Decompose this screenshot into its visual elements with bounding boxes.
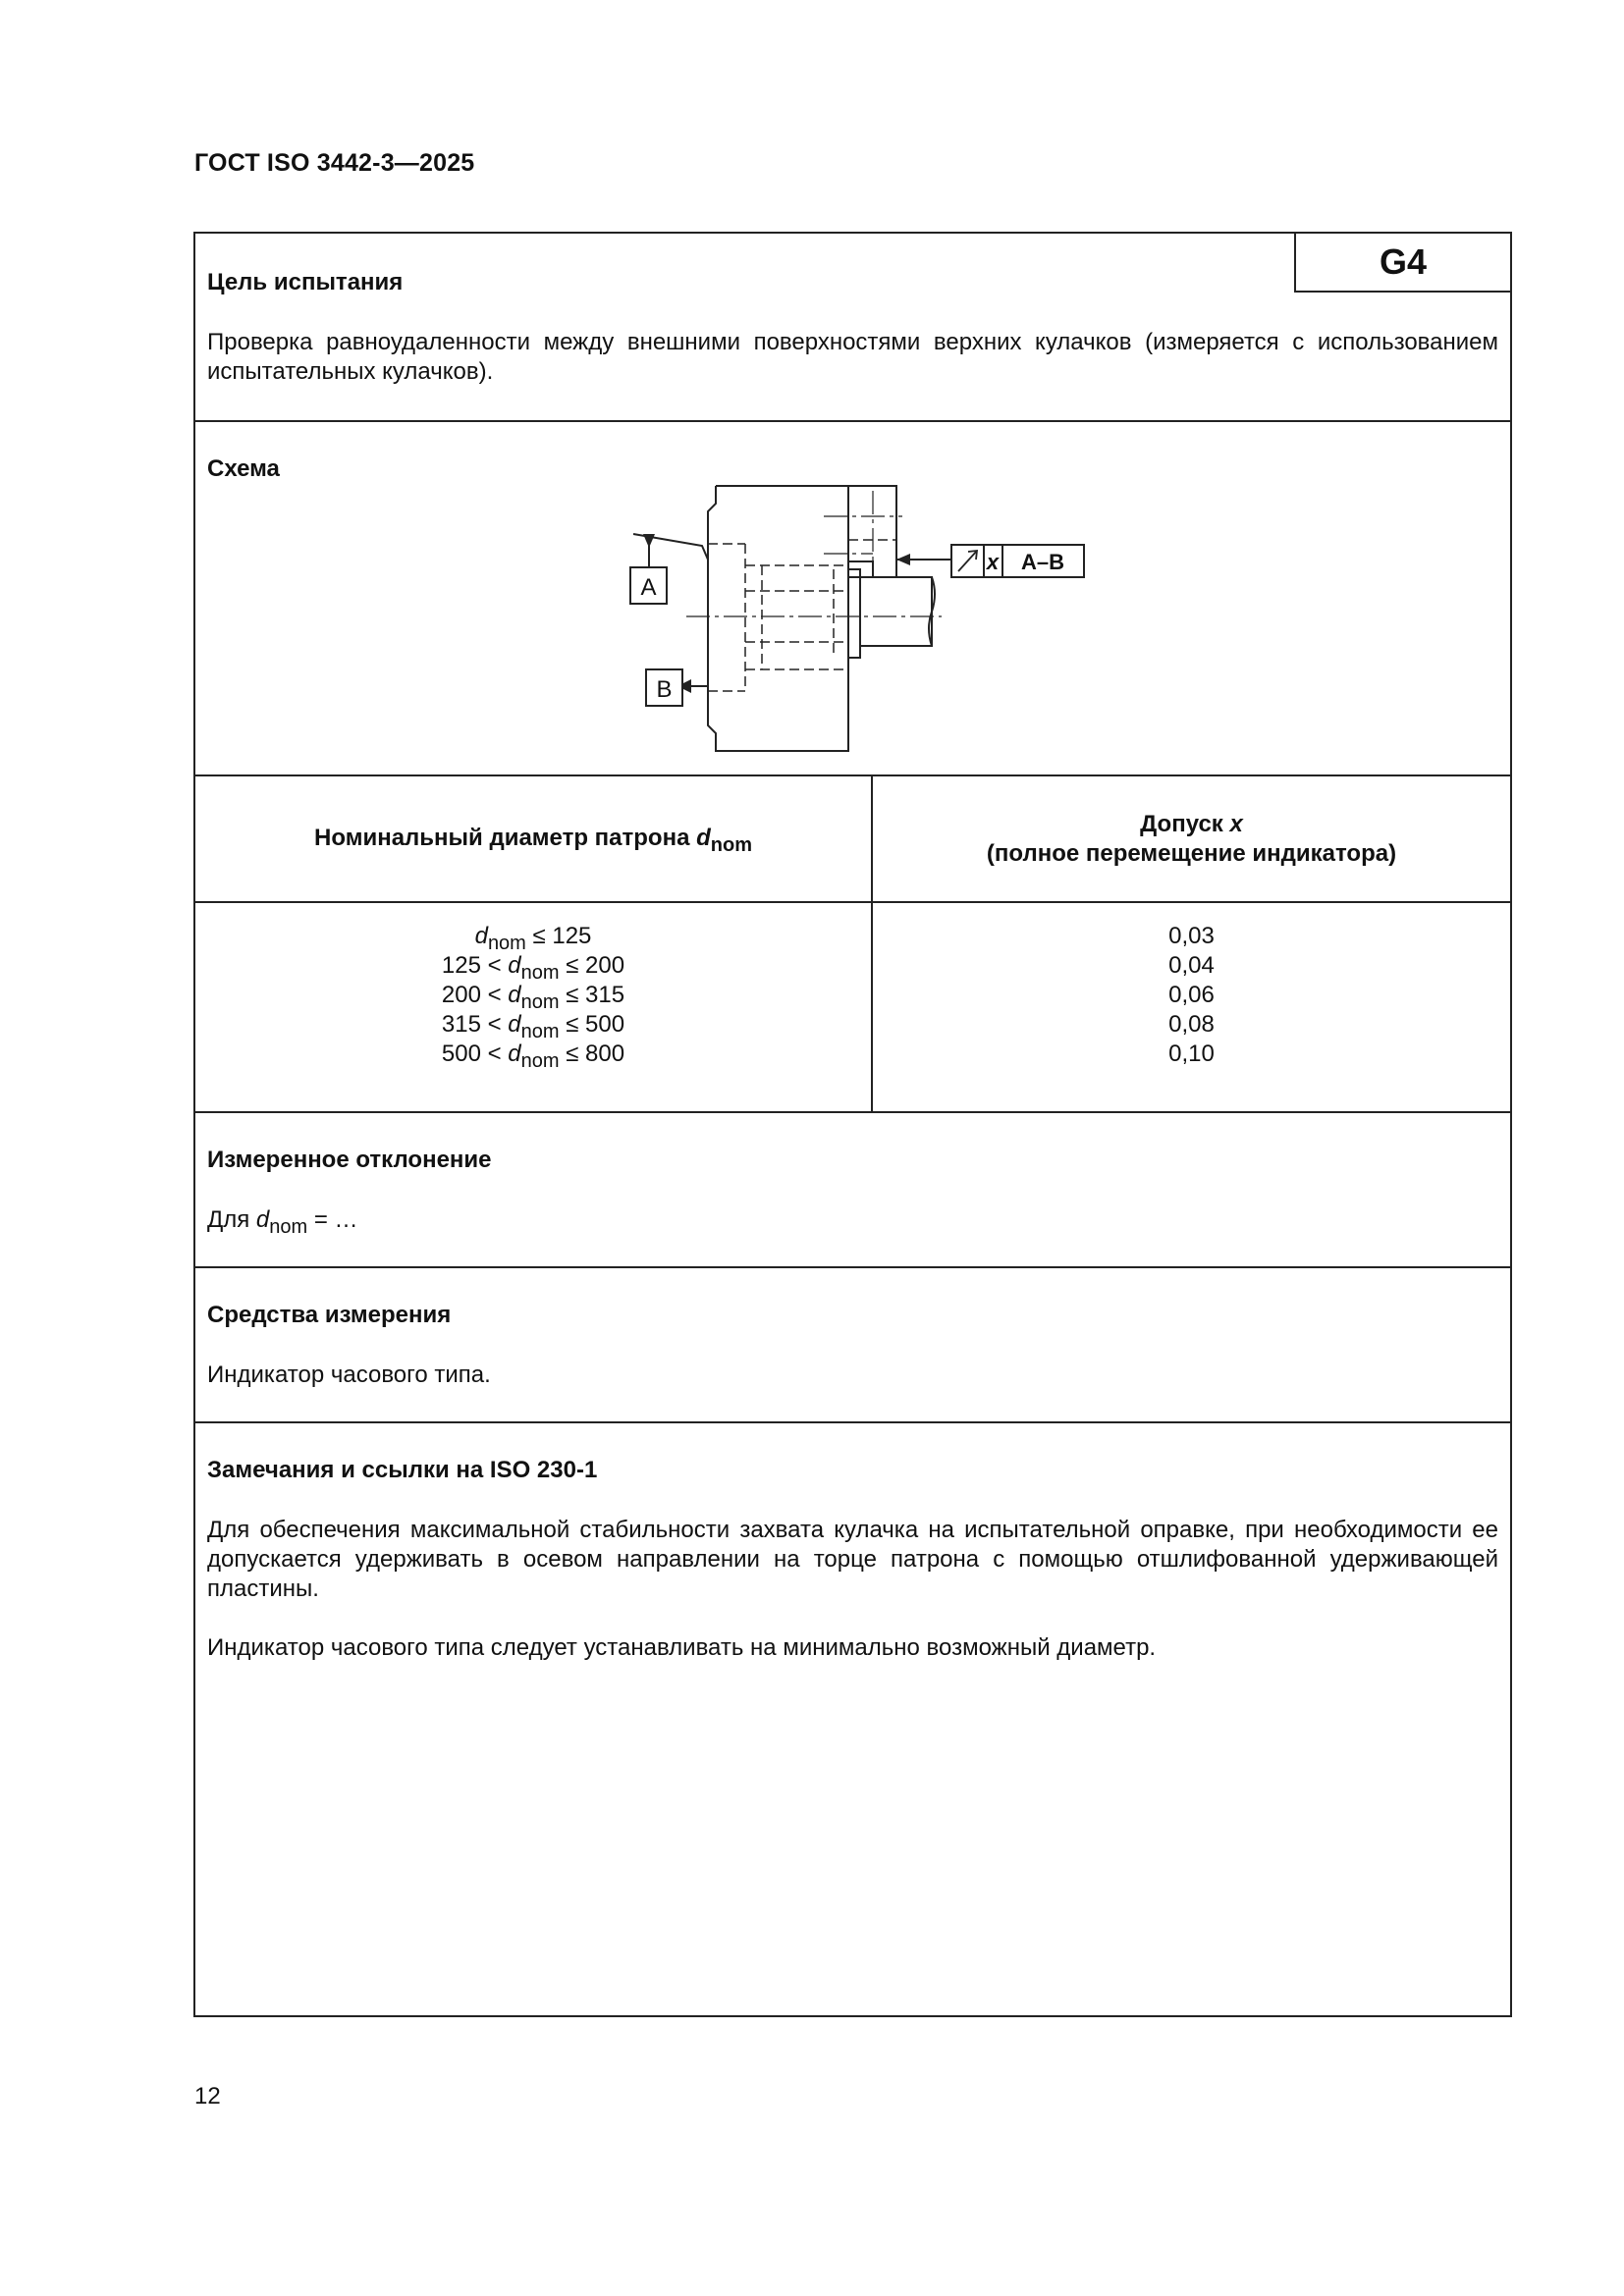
tolerance-values (873, 922, 1510, 1069)
test-code: G4 (1294, 234, 1510, 293)
datum-a-leader (633, 534, 708, 560)
diameter-range: $200 < d_{nom} \le 315$ (441, 982, 625, 1013)
tolerance-value: 0,08 (1168, 1011, 1215, 1038)
table-header-divider-right (873, 901, 1510, 903)
objective-text: Проверка равноудаленности между внешними поверхностями верхних кулачков (измеряется с использованием испытательных кулачков). (207, 329, 1498, 385)
chuck-diagram (195, 422, 1510, 774)
datum-a-triangle (643, 534, 655, 548)
instruments-text: Индикатор часового типа. (207, 1362, 491, 1388)
col-header-diameter: Номинальный диаметр патрона $d_{nom}$ (314, 825, 752, 856)
objective-label: Цель испытания (207, 269, 404, 295)
tolerance-value: 0,03 (1168, 923, 1215, 949)
remarks-paragraph-1: Для обеспечения максимальной стабильности захвата кулачка на испытательной оправке, при необходимости ее допускается удерживать в осевом направлении на торце патрона с помощью отшлифованной удерживающей пластины. (207, 1517, 1498, 1602)
diameter-range: $125 < d_{nom} \le 200$ (441, 952, 625, 984)
measured-label: Измеренное отклонение (207, 1147, 492, 1173)
tolerance-value: 0,06 (1168, 982, 1215, 1008)
datum-b-letter: B (656, 676, 673, 703)
tolerance-table (195, 776, 1510, 1113)
diagram-label: Схема (207, 455, 280, 482)
chuck-body (708, 486, 848, 751)
diagram-section (195, 422, 1510, 776)
remarks-section (195, 1423, 1510, 2017)
tolerance-datums: A–B (1020, 550, 1065, 574)
instruments-section (195, 1268, 1510, 1423)
datum-a-letter: A (640, 574, 657, 601)
document-header: ГОСТ ISO 3442-3—2025 (194, 149, 475, 177)
objective-section (195, 234, 1510, 422)
tolerance-frame (951, 545, 1084, 577)
measured-text: Для $d_{nom}$ = … (207, 1206, 358, 1238)
diameter-range: $315 < d_{nom} \le 500$ (441, 1011, 625, 1042)
test-sheet (193, 232, 1512, 2017)
flange (848, 569, 860, 658)
tolerance-symbol: x (986, 550, 1000, 574)
diameter-ranges (195, 922, 871, 1072)
remarks-paragraph-2: Индикатор часового типа следует устанавливать на минимально возможный диаметр. (207, 1634, 1157, 1661)
instruments-label: Средства измерения (207, 1302, 452, 1328)
page-number: 12 (194, 2083, 221, 2109)
tolerance-value: 0,10 (1168, 1041, 1215, 1067)
diameter-range: $500 < d_{nom} \le 800$ (441, 1041, 625, 1072)
col-header-tolerance: Допуск x (полное перемещение индикатора) (986, 811, 1397, 867)
indicator-arrow (896, 554, 910, 565)
test-mandrel (860, 577, 932, 646)
tolerance-value: 0,04 (1168, 952, 1215, 979)
measured-section (195, 1113, 1510, 1268)
remarks-label: Замечания и ссылки на ISO 230-1 (207, 1457, 598, 1483)
diameter-range: $d_{nom} \le 125$ (474, 923, 592, 954)
table-header-divider (195, 901, 873, 903)
